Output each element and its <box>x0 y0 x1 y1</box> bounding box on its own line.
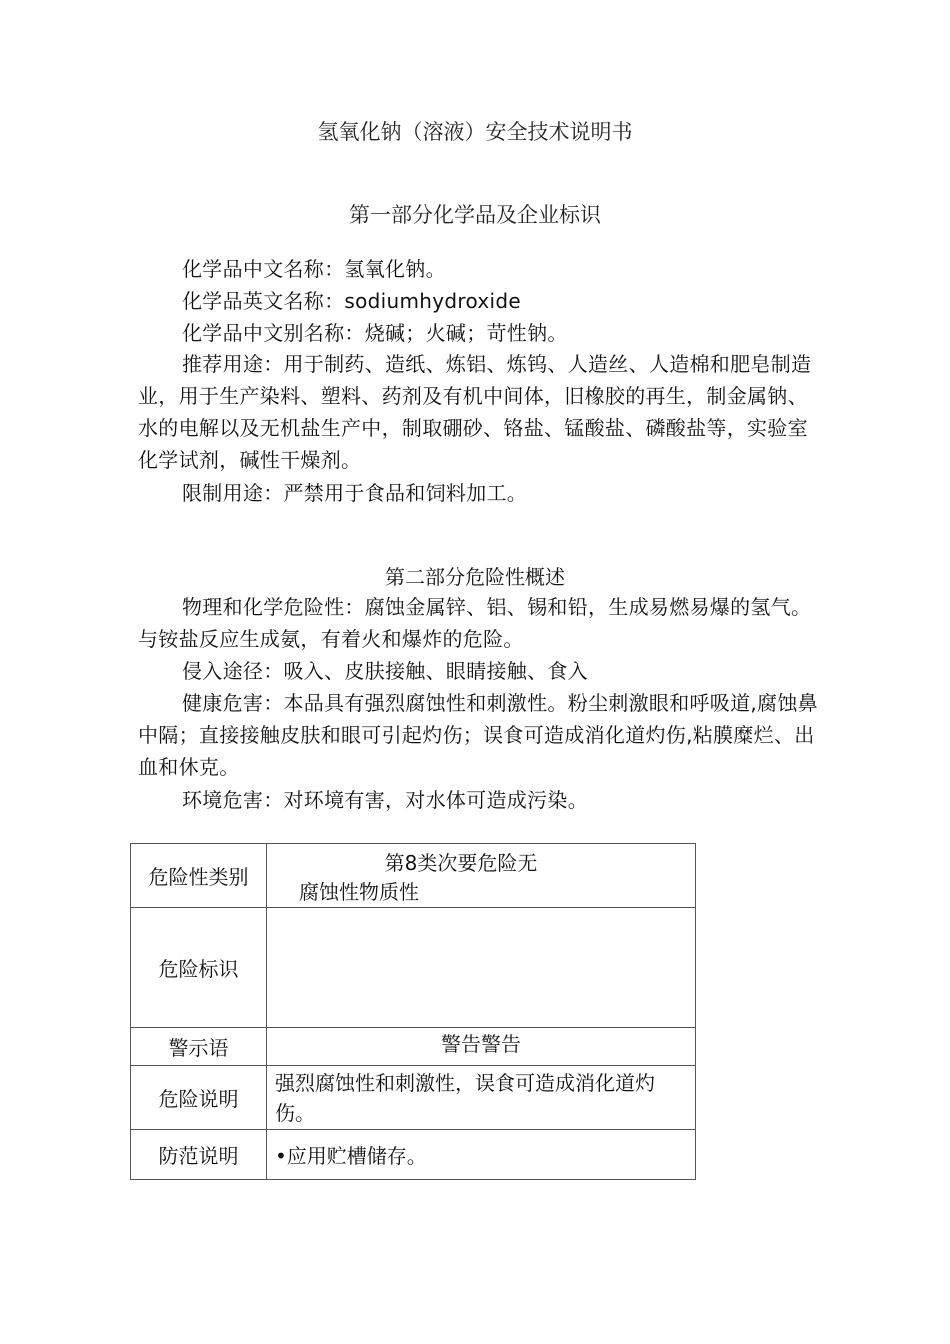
table-row <box>131 908 696 1028</box>
signal-word-value: 警告警告 <box>267 1028 696 1066</box>
entry-route-paragraph: 侵入途径：吸入、皮肤接触、眼睛接触、食入 <box>182 659 588 683</box>
hazard-class-line2: 腐蚀性物质性 <box>299 879 419 904</box>
precaution-value: •应用贮槽储存。 <box>267 1130 696 1180</box>
hazard-class-label: 危险性类别 <box>131 844 267 908</box>
precaution-label: 防范说明 <box>131 1130 267 1180</box>
alias-paragraph: 化学品中文别名称：烧碱；火碱；苛性钠。 <box>182 321 568 345</box>
document-title: 氢氧化钠（溶液）安全技术说明书 <box>317 120 633 144</box>
hazard-class-line1: 第8类次要危险无 <box>384 850 538 875</box>
restricted-use-paragraph: 限制用途：严禁用于食品和饲料加工。 <box>182 481 528 505</box>
table-row <box>131 844 696 908</box>
health-hazard-paragraph: 健康危害：本品具有强烈腐蚀性和刺激性。粉尘刺激眼和呼吸道,腐蚀鼻中隔；直接接触皮肤和眼可引起灼伤；误食可造成消化道灼伤,粘膜糜烂、出血和休克。 <box>138 691 818 779</box>
table-row <box>131 1130 696 1180</box>
section1-heading: 第一部分化学品及企业标识 <box>349 203 601 227</box>
hazard-class-value <box>267 844 696 908</box>
signal-word-label: 警示语 <box>131 1028 267 1066</box>
table-row <box>131 1028 696 1066</box>
hazard-table <box>130 843 696 1180</box>
hazard-mark-label: 危险标识 <box>131 908 267 1028</box>
environmental-hazard-paragraph: 环境危害：对环境有害，对水体可造成污染。 <box>182 788 588 812</box>
hazard-statement-value: 强烈腐蚀性和刺激性，误食可造成消化道灼伤。 <box>267 1066 696 1130</box>
table-row <box>131 1066 696 1130</box>
english-name-paragraph: 化学品英文名称：sodiumhydroxide <box>182 289 521 313</box>
recommended-use-paragraph: 推荐用途：用于制药、造纸、炼铝、炼钨、人造丝、人造棉和肥皂制造业，用于生产染料、塑料、药剂及有机中间体，旧橡胶的再生，制金属钠、水的电解以及无机盐生产中，制取硼砂、铬盐、锰酸盐、磷酸盐等，实验室化学试剂，碱性干燥剂。 <box>138 352 812 472</box>
hazard-statement-label: 危险说明 <box>131 1066 267 1130</box>
physical-hazard-paragraph: 物理和化学危险性：腐蚀金属锌、铝、锡和铅，生成易燃易爆的氢气。与铵盐反应生成氨，有着火和爆炸的危险。 <box>138 595 812 651</box>
section2-heading: 第二部分危险性概述 <box>385 565 565 589</box>
hazard-mark-value <box>267 908 696 1028</box>
chinese-name-paragraph: 化学品中文名称：氢氧化钠。 <box>182 257 446 281</box>
